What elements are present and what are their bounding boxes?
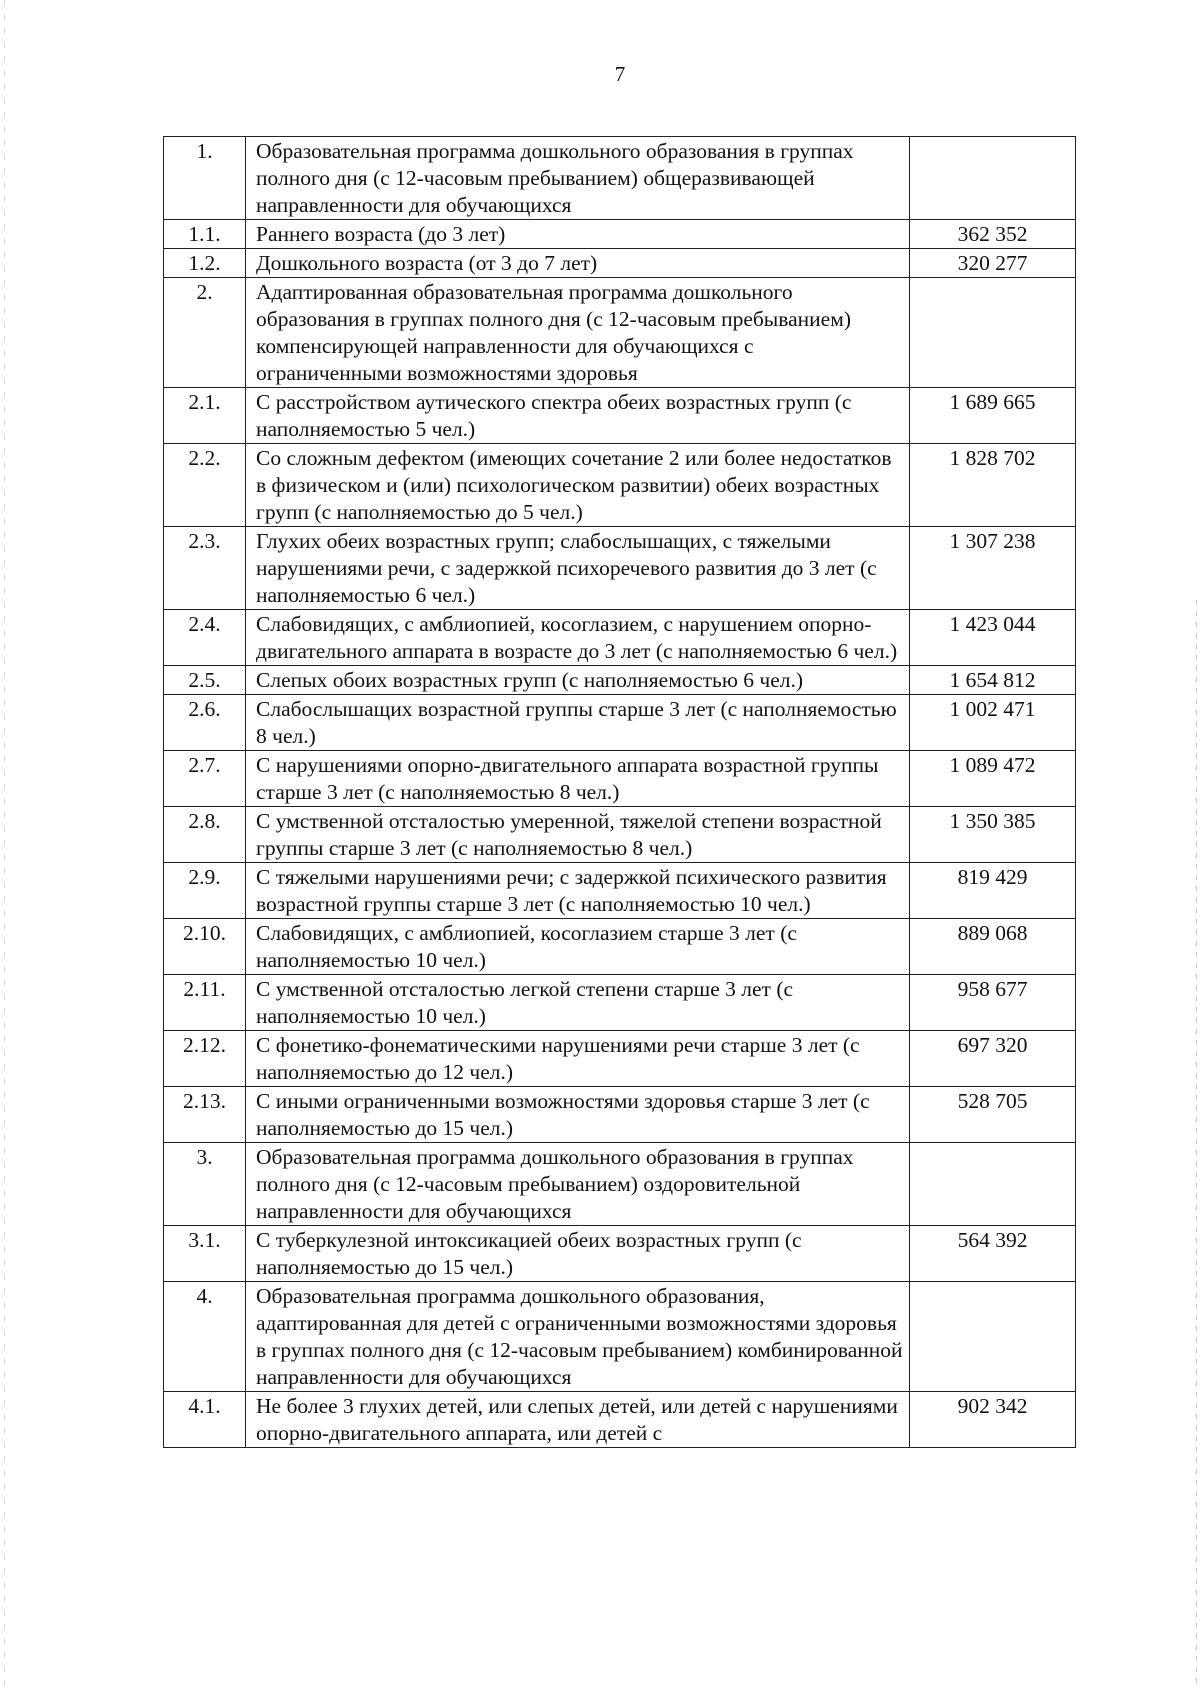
row-number: 4.1. <box>164 1392 246 1448</box>
row-description: С умственной отсталостью умеренной, тяжелой степени возрастной группы старше 3 лет (с наполняемостью 8 чел.) <box>246 807 910 863</box>
table-row <box>164 444 1076 527</box>
row-description: Образовательная программа дошкольного образования в группах полного дня (с 12-часовым пребыванием) общеразвивающей направленности для обучающихся <box>246 137 910 220</box>
row-description: Глухих обеих возрастных групп; слабослышащих, с тяжелыми нарушениями речи, с задержкой психоречевого развития до 3 лет (с наполняемостью 6 чел.) <box>246 527 910 610</box>
page-number: 7 <box>614 62 626 86</box>
scan-edge-right <box>1196 600 1197 1686</box>
row-value: 1 689 665 <box>910 388 1076 444</box>
row-number: 2.11. <box>164 975 246 1031</box>
row-number: 2.4. <box>164 610 246 666</box>
row-description: Адаптированная образовательная программа дошкольного образования в группах полного дня (с 12-часовым пребыванием) компенсирующей направленности для обучающихся с ограниченными возможностями здоровья <box>246 278 910 388</box>
table-row <box>164 388 1076 444</box>
table-row <box>164 863 1076 919</box>
row-number: 2.3. <box>164 527 246 610</box>
row-value: 1 423 044 <box>910 610 1076 666</box>
row-description: Образовательная программа дошкольного образования, адаптированная для детей с ограниченными возможностями здоровья в группах полного дня (с 12-часовым пребыванием) комбинированной направленности для обучающихся <box>246 1282 910 1392</box>
row-number: 4. <box>164 1282 246 1392</box>
table-row <box>164 975 1076 1031</box>
table-row <box>164 751 1076 807</box>
table-row <box>164 610 1076 666</box>
table-row <box>164 666 1076 695</box>
row-description: С тяжелыми нарушениями речи; с задержкой психического развития возрастной группы старше 3 лет (с наполняемостью 10 чел.) <box>246 863 910 919</box>
row-value: 362 352 <box>910 220 1076 249</box>
row-number: 2.1. <box>164 388 246 444</box>
row-description: С расстройством аутического спектра обеих возрастных групп (с наполняемостью 5 чел.) <box>246 388 910 444</box>
row-number: 3.1. <box>164 1226 246 1282</box>
cost-table <box>163 136 1076 1448</box>
row-value: 1 350 385 <box>910 807 1076 863</box>
row-description: С туберкулезной интоксикацией обеих возрастных групп (с наполняемостью до 15 чел.) <box>246 1226 910 1282</box>
table-row <box>164 527 1076 610</box>
row-number: 2.12. <box>164 1031 246 1087</box>
row-number: 1.2. <box>164 249 246 278</box>
row-number: 2.2. <box>164 444 246 527</box>
row-number: 2.9. <box>164 863 246 919</box>
row-description: С иными ограниченными возможностями здоровья старше 3 лет (с наполняемостью до 15 чел.) <box>246 1087 910 1143</box>
row-value <box>910 278 1076 388</box>
table-row <box>164 278 1076 388</box>
row-description: Слабослышащих возрастной группы старше 3 лет (с наполняемостью 8 чел.) <box>246 695 910 751</box>
row-number: 1. <box>164 137 246 220</box>
table-row <box>164 695 1076 751</box>
table-row <box>164 249 1076 278</box>
row-number: 2.5. <box>164 666 246 695</box>
row-value: 564 392 <box>910 1226 1076 1282</box>
row-value <box>910 1282 1076 1392</box>
row-description: С умственной отсталостью легкой степени старше 3 лет (с наполняемостью 10 чел.) <box>246 975 910 1031</box>
row-value: 1 828 702 <box>910 444 1076 527</box>
table-row <box>164 220 1076 249</box>
table-row <box>164 1282 1076 1392</box>
row-value: 1 089 472 <box>910 751 1076 807</box>
table-body <box>164 137 1076 1448</box>
table-row <box>164 137 1076 220</box>
row-value: 902 342 <box>910 1392 1076 1448</box>
row-number: 2. <box>164 278 246 388</box>
row-description: Слабовидящих, с амблиопией, косоглазием старше 3 лет (с наполняемостью 10 чел.) <box>246 919 910 975</box>
row-value: 1 307 238 <box>910 527 1076 610</box>
row-number: 1.1. <box>164 220 246 249</box>
row-value: 1 002 471 <box>910 695 1076 751</box>
table-row <box>164 1143 1076 1226</box>
table-row <box>164 1392 1076 1448</box>
row-number: 2.10. <box>164 919 246 975</box>
table-row <box>164 919 1076 975</box>
row-description: Слепых обоих возрастных групп (с наполняемостью 6 чел.) <box>246 666 910 695</box>
row-value: 528 705 <box>910 1087 1076 1143</box>
table-row <box>164 1031 1076 1087</box>
row-value: 697 320 <box>910 1031 1076 1087</box>
table-row <box>164 807 1076 863</box>
row-value <box>910 1143 1076 1226</box>
row-value: 1 654 812 <box>910 666 1076 695</box>
row-description: Раннего возраста (до 3 лет) <box>246 220 910 249</box>
row-number: 2.13. <box>164 1087 246 1143</box>
table-row <box>164 1226 1076 1282</box>
row-description: Слабовидящих, с амблиопией, косоглазием, с нарушением опорно-двигательного аппарата в возрасте до 3 лет (с наполняемостью 6 чел.) <box>246 610 910 666</box>
row-description: С нарушениями опорно-двигательного аппарата возрастной группы старше 3 лет (с наполняемостью 8 чел.) <box>246 751 910 807</box>
scan-edge-left <box>4 0 5 1686</box>
row-value <box>910 137 1076 220</box>
row-description: Дошкольного возраста (от 3 до 7 лет) <box>246 249 910 278</box>
row-number: 3. <box>164 1143 246 1226</box>
row-value: 320 277 <box>910 249 1076 278</box>
row-number: 2.6. <box>164 695 246 751</box>
table-row <box>164 1087 1076 1143</box>
row-description: Со сложным дефектом (имеющих сочетание 2 или более недостатков в физическом и (или) психологическом развитии) обеих возрастных групп (с наполняемостью до 5 чел.) <box>246 444 910 527</box>
row-description: Не более 3 глухих детей, или слепых детей, или детей с нарушениями опорно-двигательного аппарата, или детей с <box>246 1392 910 1448</box>
row-number: 2.7. <box>164 751 246 807</box>
row-value: 958 677 <box>910 975 1076 1031</box>
row-description: Образовательная программа дошкольного образования в группах полного дня (с 12-часовым пребыванием) оздоровительной направленности для обучающихся <box>246 1143 910 1226</box>
row-description: С фонетико-фонематическими нарушениями речи старше 3 лет (с наполняемостью до 12 чел.) <box>246 1031 910 1087</box>
row-value: 819 429 <box>910 863 1076 919</box>
row-value: 889 068 <box>910 919 1076 975</box>
row-number: 2.8. <box>164 807 246 863</box>
